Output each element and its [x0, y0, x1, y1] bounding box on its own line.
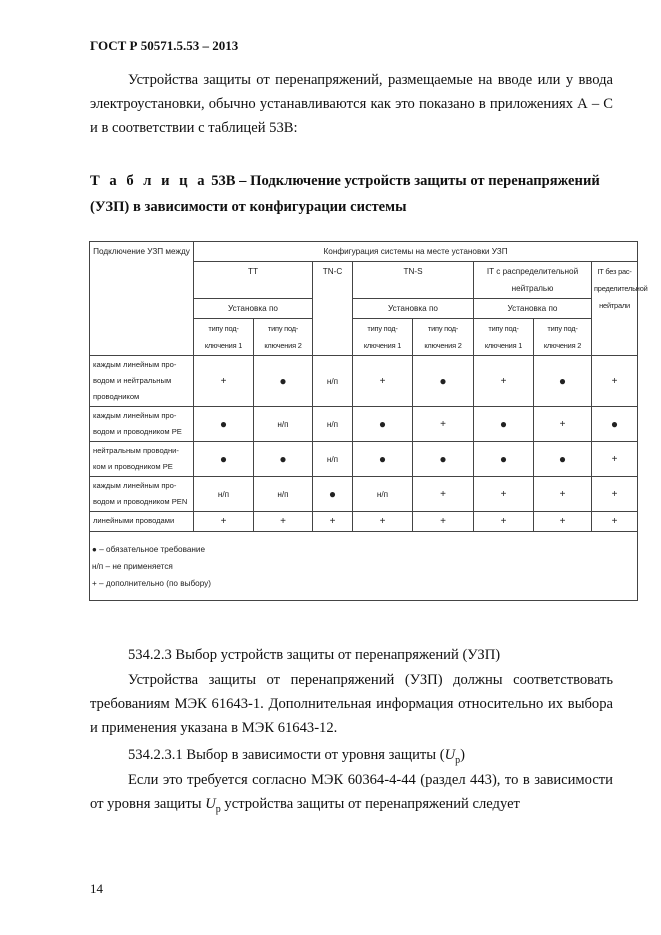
table-cell: +: [413, 407, 474, 442]
table-cell: +: [413, 477, 474, 512]
table-cell: +: [474, 477, 534, 512]
install-by-tns: Установка по: [353, 299, 474, 319]
table-cell: +: [474, 356, 534, 407]
row-label: каждым линейным про-водом и проводником PEN: [90, 477, 194, 512]
config-header: Конфигурация системы на месте установки УЗП: [194, 242, 638, 262]
symbol-p-2: p: [215, 803, 221, 815]
table-cell: н/п: [194, 477, 254, 512]
table-cell: н/п: [313, 356, 353, 407]
table-cell: +: [592, 442, 638, 477]
note-optional: + – дополнительно (по выбору): [92, 578, 211, 588]
table-row: [90, 407, 638, 442]
symbol-u-2: U: [205, 796, 216, 812]
document-header: ГОСТ Р 50571.5.53 – 2013: [90, 38, 239, 53]
table-cell: +: [353, 512, 413, 532]
close-paren: ): [460, 747, 466, 763]
table-cell: +: [413, 512, 474, 532]
table-cell: +: [534, 407, 592, 442]
row-label: каждым линейным про-водом и проводником PE: [90, 407, 194, 442]
table-cell: ●: [194, 407, 254, 442]
system-tnc-header: TN-C: [313, 262, 353, 356]
system-tt-header: TT: [194, 262, 313, 299]
table-notes: [90, 532, 638, 601]
table-cell: ●: [474, 407, 534, 442]
table-body: [90, 356, 638, 532]
table-row: [90, 512, 638, 532]
table-cell: ●: [254, 442, 313, 477]
symbol-p: p: [455, 754, 461, 766]
section-534-2-3-1-text: 534.2.3.1 Выбор в зависимости от уровня защиты (: [128, 747, 445, 763]
system-tns-header: TN-S: [353, 262, 474, 299]
table-cell: н/п: [313, 442, 353, 477]
it-type2: типу под-ключения 2: [534, 319, 592, 356]
requirements-paragraph: Устройства защиты от перенапряжений (УЗП) должны соответствовать требованиям МЭК 61643-1. Дополнительная информация относительно их выбора и применения указана в МЭК 61643-12.: [90, 672, 613, 736]
page-number: 14: [90, 881, 103, 896]
spd-connection-table: [89, 241, 648, 601]
table-title: [90, 168, 630, 220]
table-cell: ●: [353, 442, 413, 477]
table-cell: +: [194, 356, 254, 407]
table-cell: ●: [254, 356, 313, 407]
row-label: линейными проводами: [90, 512, 194, 532]
system-it-dist-header: IT с распределительной нейтралью: [474, 262, 592, 299]
table-cell: +: [254, 512, 313, 532]
install-by-it: Установка по: [474, 299, 592, 319]
install-by-tt: Установка по: [194, 299, 313, 319]
table-row: [90, 356, 638, 407]
table-cell: ●: [353, 407, 413, 442]
table-cell: н/п: [313, 407, 353, 442]
section-534-2-3-heading: 534.2.3 Выбор устройств защиты от перенапряжений (УЗП): [128, 647, 501, 663]
system-it-nodist-header: IT без рас-пределительной нейтрали: [592, 262, 638, 356]
table-cell: ●: [413, 356, 474, 407]
tt-type1: типу под-ключения 1: [194, 319, 254, 356]
table-title-text: 53В – Подключение устройств защиты от перенапряжений (УЗП) в зависимости от конфигурации системы: [90, 173, 600, 215]
corner-header: Подключение УЗП между: [90, 242, 194, 356]
table-cell: ●: [534, 356, 592, 407]
table-cell: ●: [194, 442, 254, 477]
table-cell: +: [592, 512, 638, 532]
table-cell: ●: [413, 442, 474, 477]
it-type1: типу под-ключения 1: [474, 319, 534, 356]
tns-type1: типу под-ключения 1: [353, 319, 413, 356]
table-cell: +: [534, 477, 592, 512]
last-paragraph: [90, 768, 613, 822]
tns-type2: типу под-ключения 2: [413, 319, 474, 356]
row-label: каждым линейным про-водом и нейтральным проводником: [90, 356, 194, 407]
note-not-applicable: н/п – не применяется: [92, 561, 173, 571]
table-cell: ●: [592, 407, 638, 442]
row-label: нейтральным проводни-ком и проводником PE: [90, 442, 194, 477]
last-paragraph-b: устройства защиты от перенапряжений следует: [224, 796, 520, 812]
table-cell: ●: [534, 442, 592, 477]
symbol-u: U: [444, 747, 456, 763]
table-cell: ●: [313, 477, 353, 512]
table-cell: н/п: [353, 477, 413, 512]
table-cell: +: [353, 356, 413, 407]
table-cell: н/п: [254, 477, 313, 512]
intro-paragraph: Устройства защиты от перенапряжений, размещаемые на вводе или у ввода электроустановки, обычно устанавливаются как это показано в приложениях А – С и в соответствии с таблицей 53В:: [90, 72, 613, 136]
note-mandatory: ● – обязательное требование: [92, 544, 206, 554]
table-cell: +: [534, 512, 592, 532]
last-paragraph-a: Если это требуется согласно МЭК 60364-4-44 (раздел 443), то в зависимости от уровня защиты: [90, 772, 613, 812]
table-cell: +: [313, 512, 353, 532]
table-cell: +: [592, 356, 638, 407]
table-cell: +: [474, 512, 534, 532]
table-title-prefix: Т а б л и ц а: [90, 173, 208, 189]
tt-type2: типу под-ключения 2: [254, 319, 313, 356]
table-cell: +: [194, 512, 254, 532]
table-cell: н/п: [254, 407, 313, 442]
table-row: [90, 477, 638, 512]
table-row: [90, 442, 638, 477]
table-cell: +: [592, 477, 638, 512]
table-cell: ●: [474, 442, 534, 477]
